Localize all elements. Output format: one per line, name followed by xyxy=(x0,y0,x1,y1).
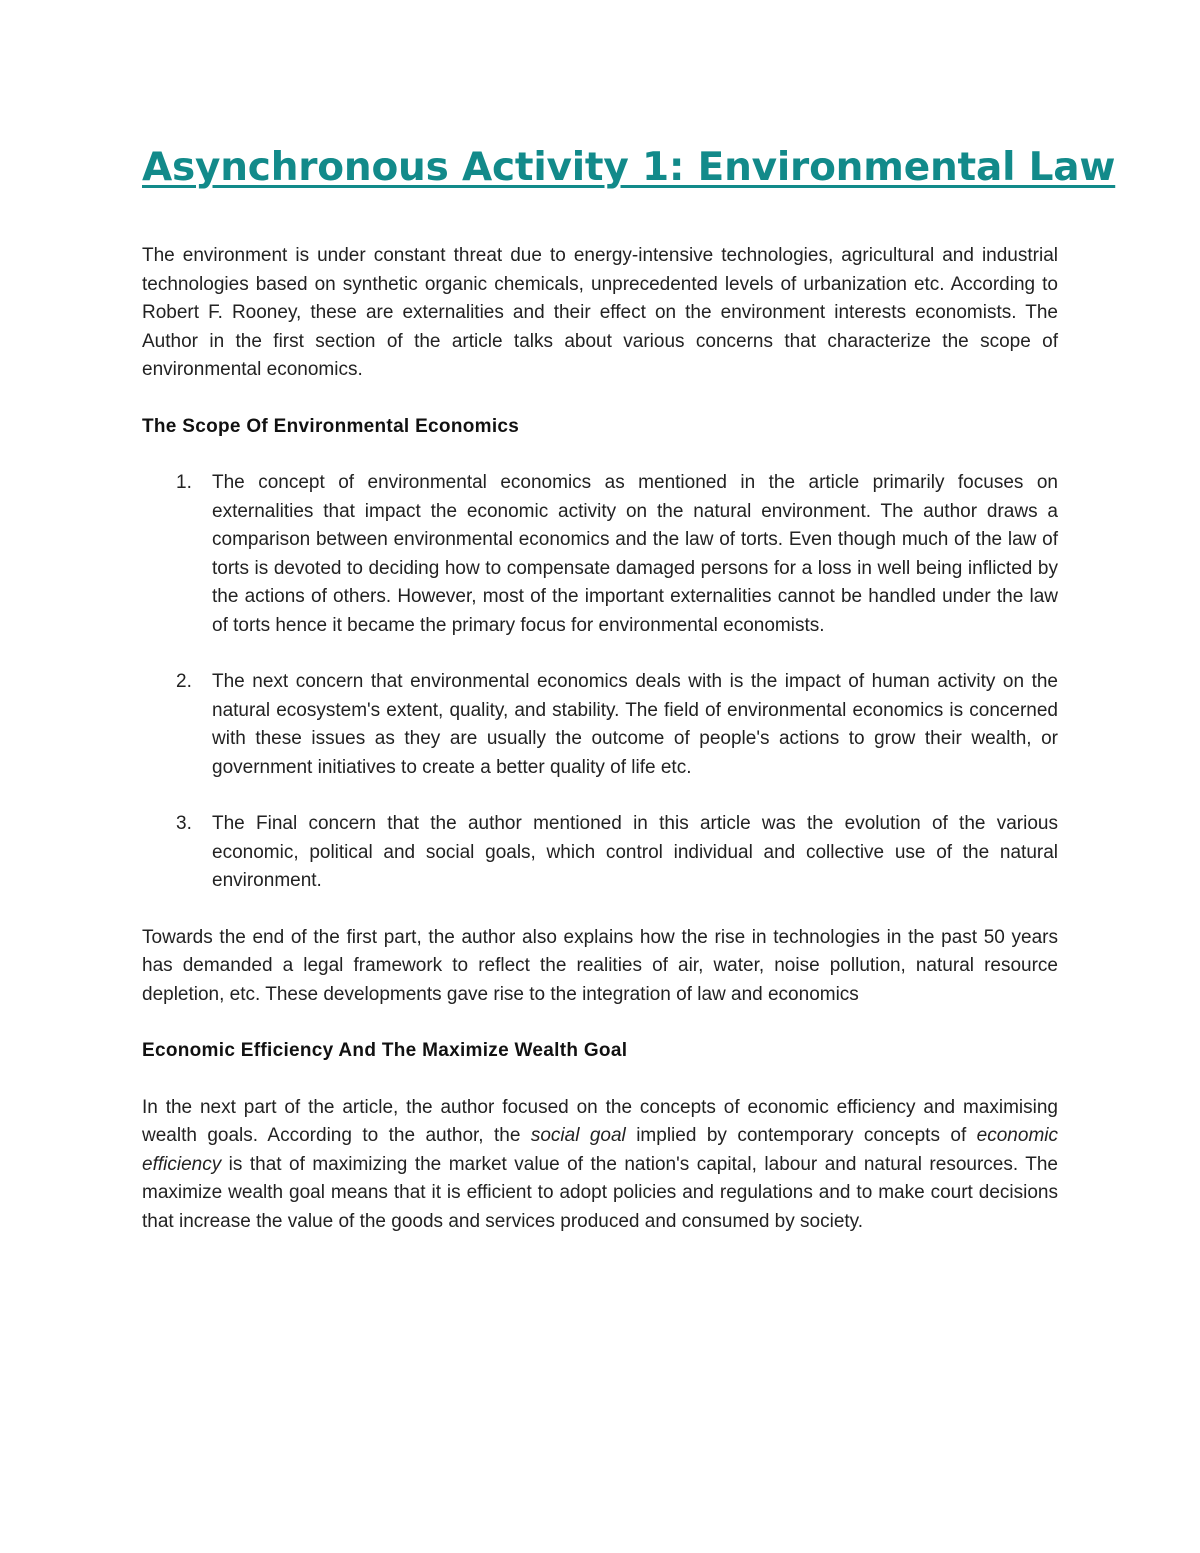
list-item xyxy=(142,668,1058,782)
list-item-number: 1. xyxy=(176,472,192,493)
list-item xyxy=(142,810,1058,896)
section-heading-scope: The Scope Of Environmental Economics xyxy=(142,415,520,437)
paragraph-text: In the next part of the article, the author focused on the concepts of economic efficiency and maximising wealth goals. According to the author, the xyxy=(142,1096,1058,1146)
section-heading-efficiency: Economic Efficiency And The Maximize Wealth Goal xyxy=(142,1040,628,1061)
list-item-number: 2. xyxy=(176,671,192,692)
document-title: Asynchronous Activity 1: Environmental Law xyxy=(142,145,1116,190)
closing-paragraph: Towards the end of the first part, the author also explains how the rise in technologies in the past 50 years has demanded a legal framework to reflect the realities of air, water, noise pollution, natural resource depletion, etc. These developments gave rise to the integration of law and economics xyxy=(142,926,1058,1005)
intro-paragraph: The environment is under constant threat due to energy-intensive technologies, agricultural and industrial technologies based on synthetic organic chemicals, unprecedented levels of urbanization etc. According to Robert F. Rooney, these are externalities and their effect on the environment interests economists. The Author in the first section of the article talks about various concerns that characterize the scope of environmental economics. xyxy=(142,245,1058,380)
list-item-text: The Final concern that the author mentioned in this article was the evolution of the various economic, political and social goals, which control individual and collective use of the natural environment. xyxy=(212,813,1058,891)
list-item xyxy=(142,469,1058,640)
efficiency-paragraph xyxy=(142,1094,1058,1237)
concerns-list xyxy=(142,469,1058,896)
list-item-number: 3. xyxy=(176,813,192,834)
paragraph-text: is that of maximizing the market value of the nation's capital, labour and natural resources. The maximize wealth goal means that it is efficient to adopt policies and regulations and to make court decisions that increase the value of the goods and services produced and consumed by society. xyxy=(142,1153,1058,1232)
paragraph-text: implied by contemporary concepts of xyxy=(625,1125,977,1146)
list-item-text: The next concern that environmental economics deals with is the impact of human activity on the natural ecosystem's extent, quality, and stability. The field of environmental economics is concerned with these issues as they are usually the outcome of people's actions to grow their wealth, or government initiatives to create a better quality of life etc. xyxy=(212,671,1058,778)
emphasis-economic-efficiency: economic efficiency xyxy=(142,1125,1058,1175)
document-page xyxy=(142,140,1116,1236)
list-item-text: The concept of environmental economics as mentioned in the article primarily focuses on externalities that impact the economic activity on the natural environment. The author draws a comparison between environmental economics and the law of torts. Even though much of the law of torts is devoted to deciding how to compensate damaged persons for a loss in well being inflicted by the actions of others. However, most of the important externalities cannot be handled under the law of torts hence it became the primary focus for environmental economists. xyxy=(212,472,1058,636)
emphasis-social-goal: social goal xyxy=(530,1125,626,1146)
